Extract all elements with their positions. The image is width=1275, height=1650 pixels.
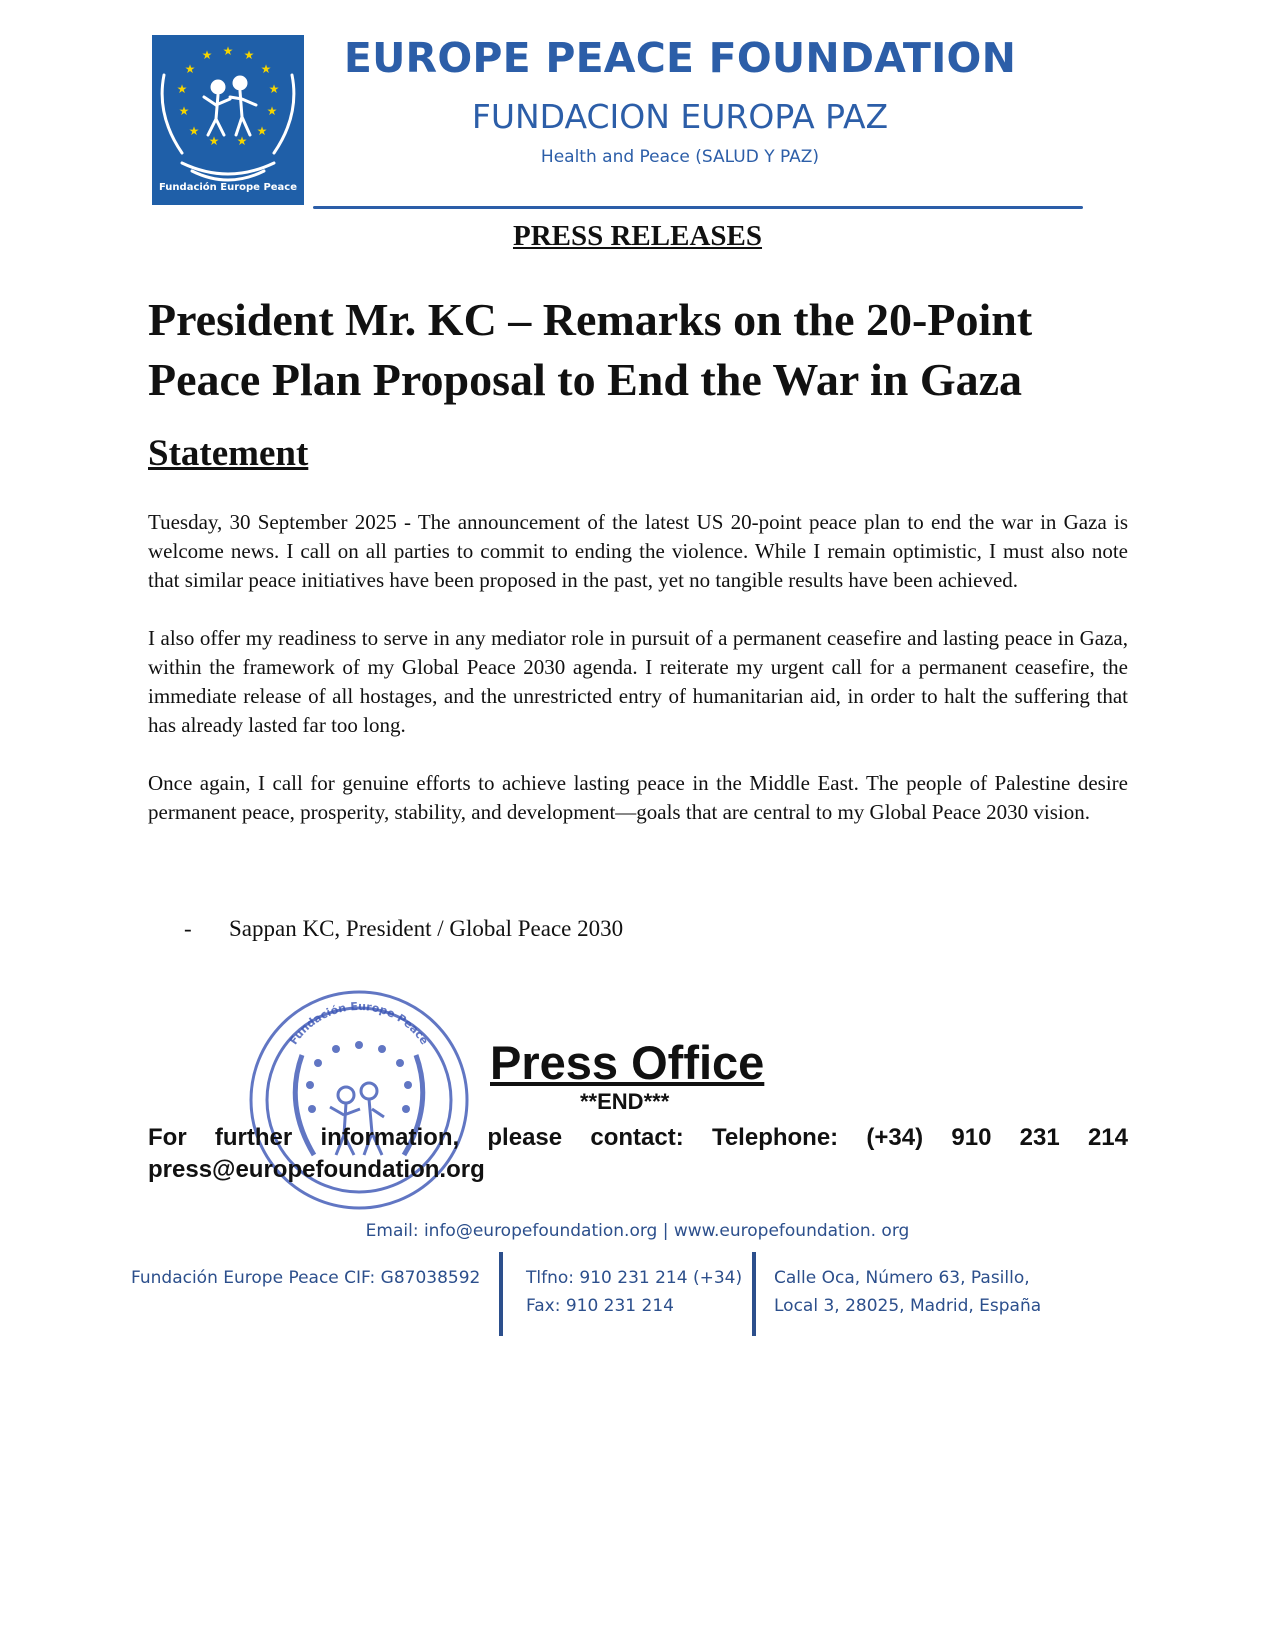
footer-email-web[interactable]: Email: info@europefoundation.org | www.europefoundation. org [365, 1221, 910, 1241]
organization-name: EUROPE PEACE FOUNDATION [343, 34, 1017, 82]
footer-divider [499, 1252, 503, 1336]
svg-text:★: ★ [236, 134, 248, 148]
svg-text:★: ★ [222, 44, 234, 58]
signature [184, 916, 623, 942]
end-marker: **END*** [580, 1089, 670, 1114]
footer-address-line: Local 3, 28025, Madrid, España [774, 1296, 1042, 1316]
section-label: PRESS RELEASES [512, 220, 763, 252]
paragraph: Once again, I call for genuine efforts to achieve lasting peace in the Middle East. The people of Palestine desire permanent peace, prosperity, stability, and development—goals that are central to my Global Peace 2030 vision. [148, 771, 1128, 824]
organization-tagline: Health and Peace (SALUD Y PAZ) [540, 147, 820, 167]
signature-bullet: - [184, 916, 192, 941]
svg-text:★: ★ [188, 124, 200, 138]
footer-fax: Fax: 910 231 214 [526, 1296, 674, 1316]
footer-address-line: Calle Oca, Número 63, Pasillo, [774, 1268, 1030, 1288]
svg-text:★: ★ [243, 48, 255, 62]
stamp-text: Fundación Europe Peace [286, 999, 432, 1048]
statement-heading: Statement [148, 433, 309, 474]
svg-text:★: ★ [201, 48, 213, 62]
svg-text:★: ★ [184, 62, 196, 76]
svg-text:Fundación Europe Peace [287, 1000, 431, 1047]
press-office-heading: Press Office [490, 1036, 765, 1089]
statement-body [148, 508, 1128, 856]
footer-divider [752, 1252, 756, 1336]
paragraph: I also offer my readiness to serve in any mediator role in pursuit of a permanent ceasefire and lasting peace in Gaza, within the framework of my Global Peace 2030 agenda. I reiterate my urgent call for a permanent ceasefire, the immediate release of all hostages, and the unrestricted entry of humanitarian aid, in order to halt the suffering that has already lasted far too long. [148, 626, 1128, 737]
footer-org-cif: Fundación Europe Peace CIF: G87038592 [131, 1268, 481, 1288]
organization-name-spanish: FUNDACION EUROPA PAZ [471, 97, 889, 136]
svg-text:★: ★ [178, 104, 190, 118]
svg-text:★: ★ [268, 82, 280, 96]
svg-text:★: ★ [208, 134, 220, 148]
svg-text:★: ★ [256, 124, 268, 138]
footer-address-block [774, 1264, 1041, 1320]
contact-line: For further information, please contact: Telephone: (+34) 910 231 214 [148, 1124, 1128, 1151]
foundation-logo [152, 35, 304, 205]
contact-email[interactable]: press@europefoundation.org [148, 1156, 485, 1183]
logo-emblem-icon [152, 35, 304, 205]
svg-text:★: ★ [260, 62, 272, 76]
footer-phone-block [526, 1264, 742, 1320]
svg-text:★: ★ [266, 104, 278, 118]
footer-phone: Tlfno: 910 231 214 (+34) [526, 1268, 743, 1288]
signature-text: Sappan KC, President / Global Peace 2030 [229, 916, 624, 941]
paragraph: Tuesday, 30 September 2025 - The announcement of the latest US 20-point peace plan to end the war in Gaza is welcome news. I call on all parties to commit to ending the violence. While I remain optimistic, I must also note that similar peace initiatives have been proposed in the past, yet no tangible results have been achieved. [148, 510, 1128, 592]
svg-text:★: ★ [176, 82, 188, 96]
logo-caption: Fundación Europe Peace [158, 182, 298, 193]
page-title: President Mr. KC – Remarks on the 20-Point Peace Plan Proposal to End the War in Gaza [148, 294, 1033, 405]
header-divider [313, 206, 1083, 209]
